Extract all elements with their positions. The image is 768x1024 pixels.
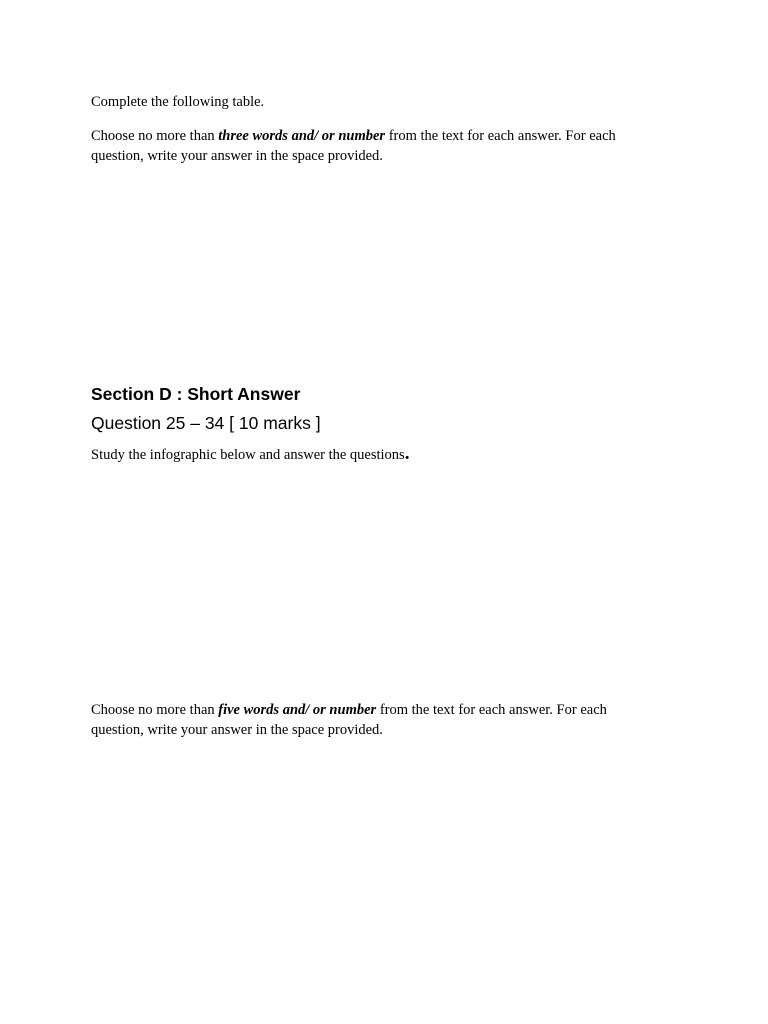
word-limit-emphasis: three words and/ or number bbox=[218, 128, 386, 144]
short-answer-word-limit-instruction bbox=[91, 700, 651, 740]
instruction-suffix: from the text for each answer. For each question, write your answer in the space provided. bbox=[91, 702, 607, 738]
section-title: Section D : Short Answer bbox=[91, 384, 301, 404]
study-period: . bbox=[404, 443, 410, 464]
study-infographic-instruction bbox=[91, 444, 691, 465]
table-instruction-heading: Complete the following table. bbox=[91, 94, 265, 110]
instruction-prefix: Choose no more than bbox=[91, 128, 219, 144]
question-range-heading: Question 25 – 34 [ 10 marks ] bbox=[91, 413, 321, 433]
word-limit-emphasis: five words and/ or number bbox=[218, 702, 377, 718]
instruction-prefix: Choose no more than bbox=[91, 702, 219, 718]
table-word-limit-instruction bbox=[91, 126, 651, 166]
study-text: Study the infographic below and answer the questions bbox=[91, 447, 405, 463]
instruction-suffix: from the text for each answer. For each question, write your answer in the space provided. bbox=[91, 128, 616, 164]
